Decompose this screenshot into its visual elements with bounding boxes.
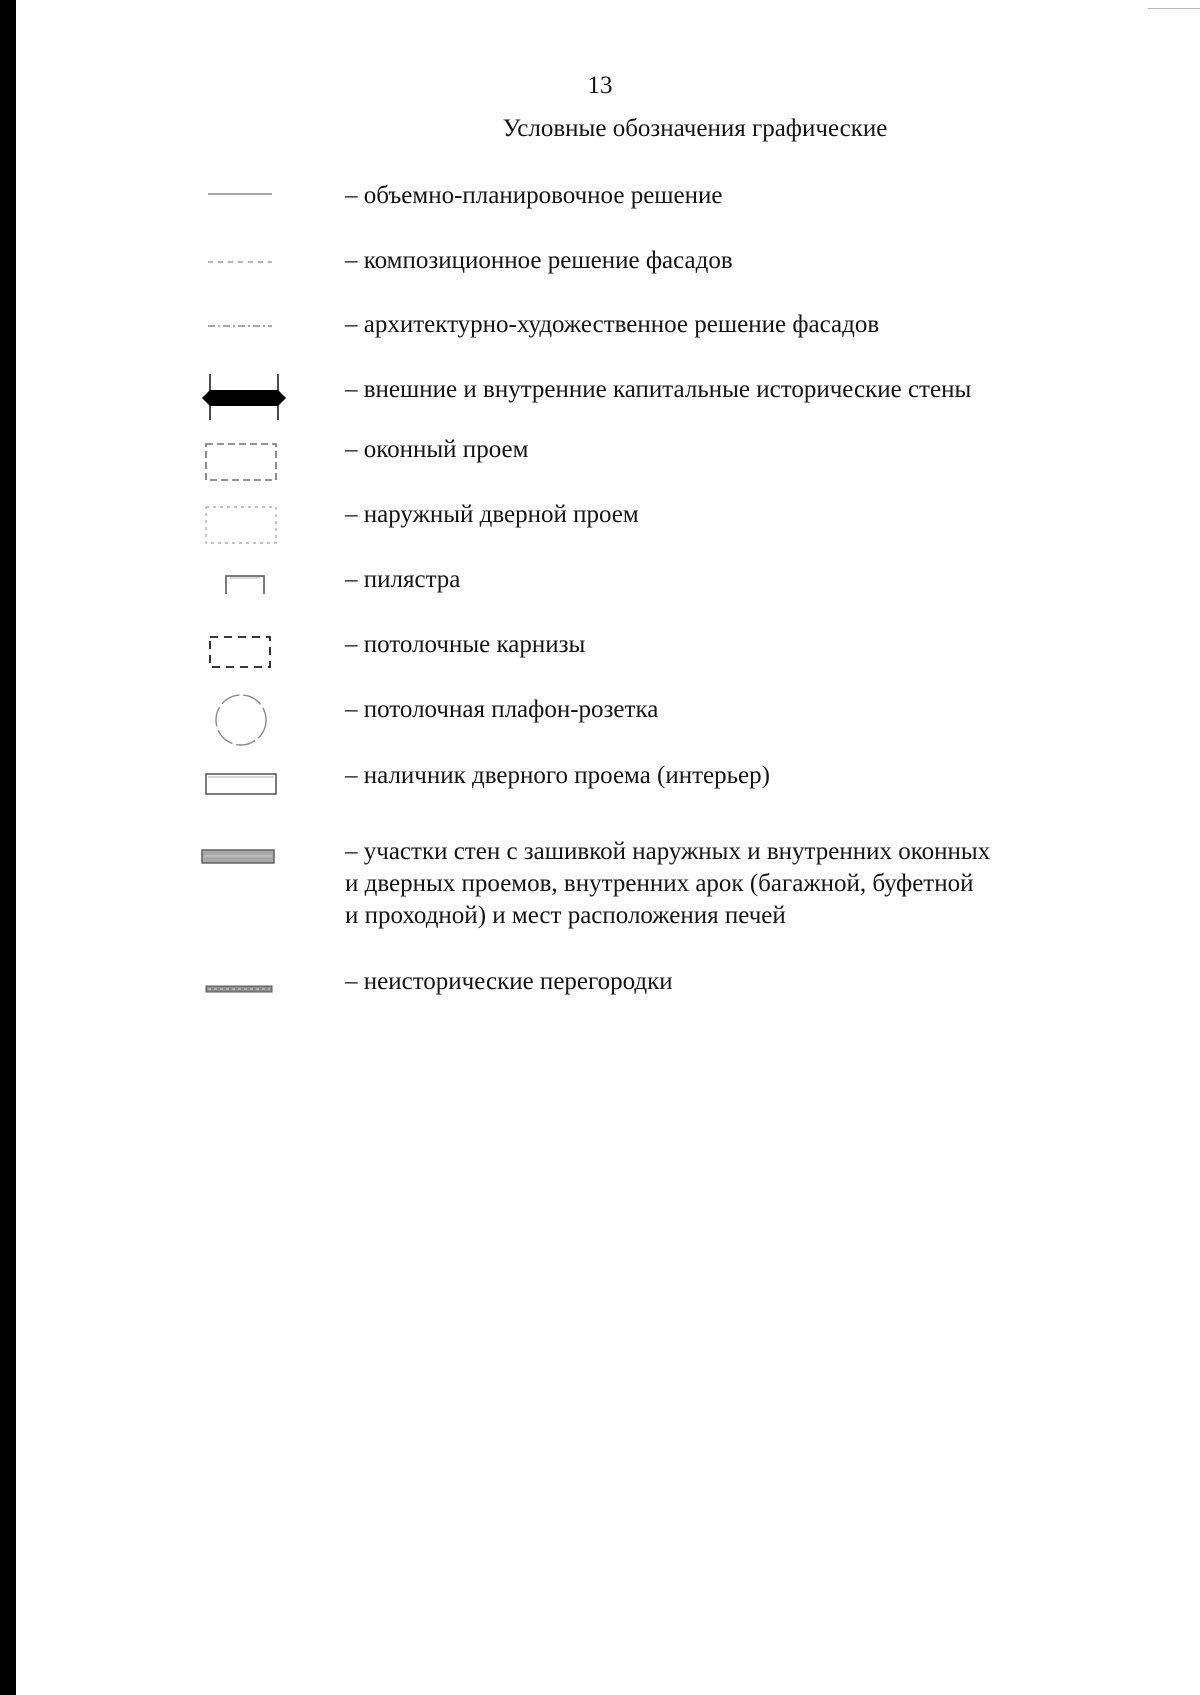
window-opening-icon <box>196 434 286 504</box>
cornice-icon <box>196 629 286 699</box>
legend-text: – архитектурно-художественное решение фасадов <box>345 311 880 338</box>
legend-text: – пилястра <box>345 566 461 593</box>
legend-text: – внешние и внутренние капитальные исторические стены <box>345 376 972 403</box>
dashed-line-icon <box>196 245 286 315</box>
legend-text: – наличник дверного проема (интерьер) <box>345 762 770 789</box>
legend-text: – неисторические перегородки <box>345 968 673 995</box>
legend-text: – композиционное решение фасадов <box>345 247 733 274</box>
corner-scan-mark <box>1148 8 1200 9</box>
page-title: Условные обозначения графические <box>502 115 888 142</box>
filled-wall-section-icon <box>196 836 286 906</box>
non-historic-partition-icon <box>196 966 286 1036</box>
legend-text: – потолочная плафон-розетка <box>345 696 659 723</box>
door-opening-icon <box>196 499 286 569</box>
legend-text: – наружный дверной проем <box>345 501 639 528</box>
legend-text: – объемно-планировочное решение <box>345 182 723 209</box>
page-number: 13 <box>587 72 613 99</box>
legend-row <box>0 760 1200 840</box>
legend-row <box>0 966 1200 1046</box>
legend-text: – оконный проем <box>345 436 529 463</box>
legend-text-multiline: – участки стен с зашивкой наружных и внутренних оконных и дверных проемов, внутренних арок (багажной, буфетной и проходной) и мест расположения печей <box>345 838 991 929</box>
pilaster-icon <box>196 564 286 634</box>
legend-row <box>0 836 1200 946</box>
dash-dot-line-icon <box>196 309 286 379</box>
solid-line-icon <box>196 180 286 250</box>
door-frame-icon <box>196 760 286 830</box>
legend-text: – потолочные карнизы <box>345 631 586 658</box>
ceiling-rosette-icon <box>196 694 286 764</box>
